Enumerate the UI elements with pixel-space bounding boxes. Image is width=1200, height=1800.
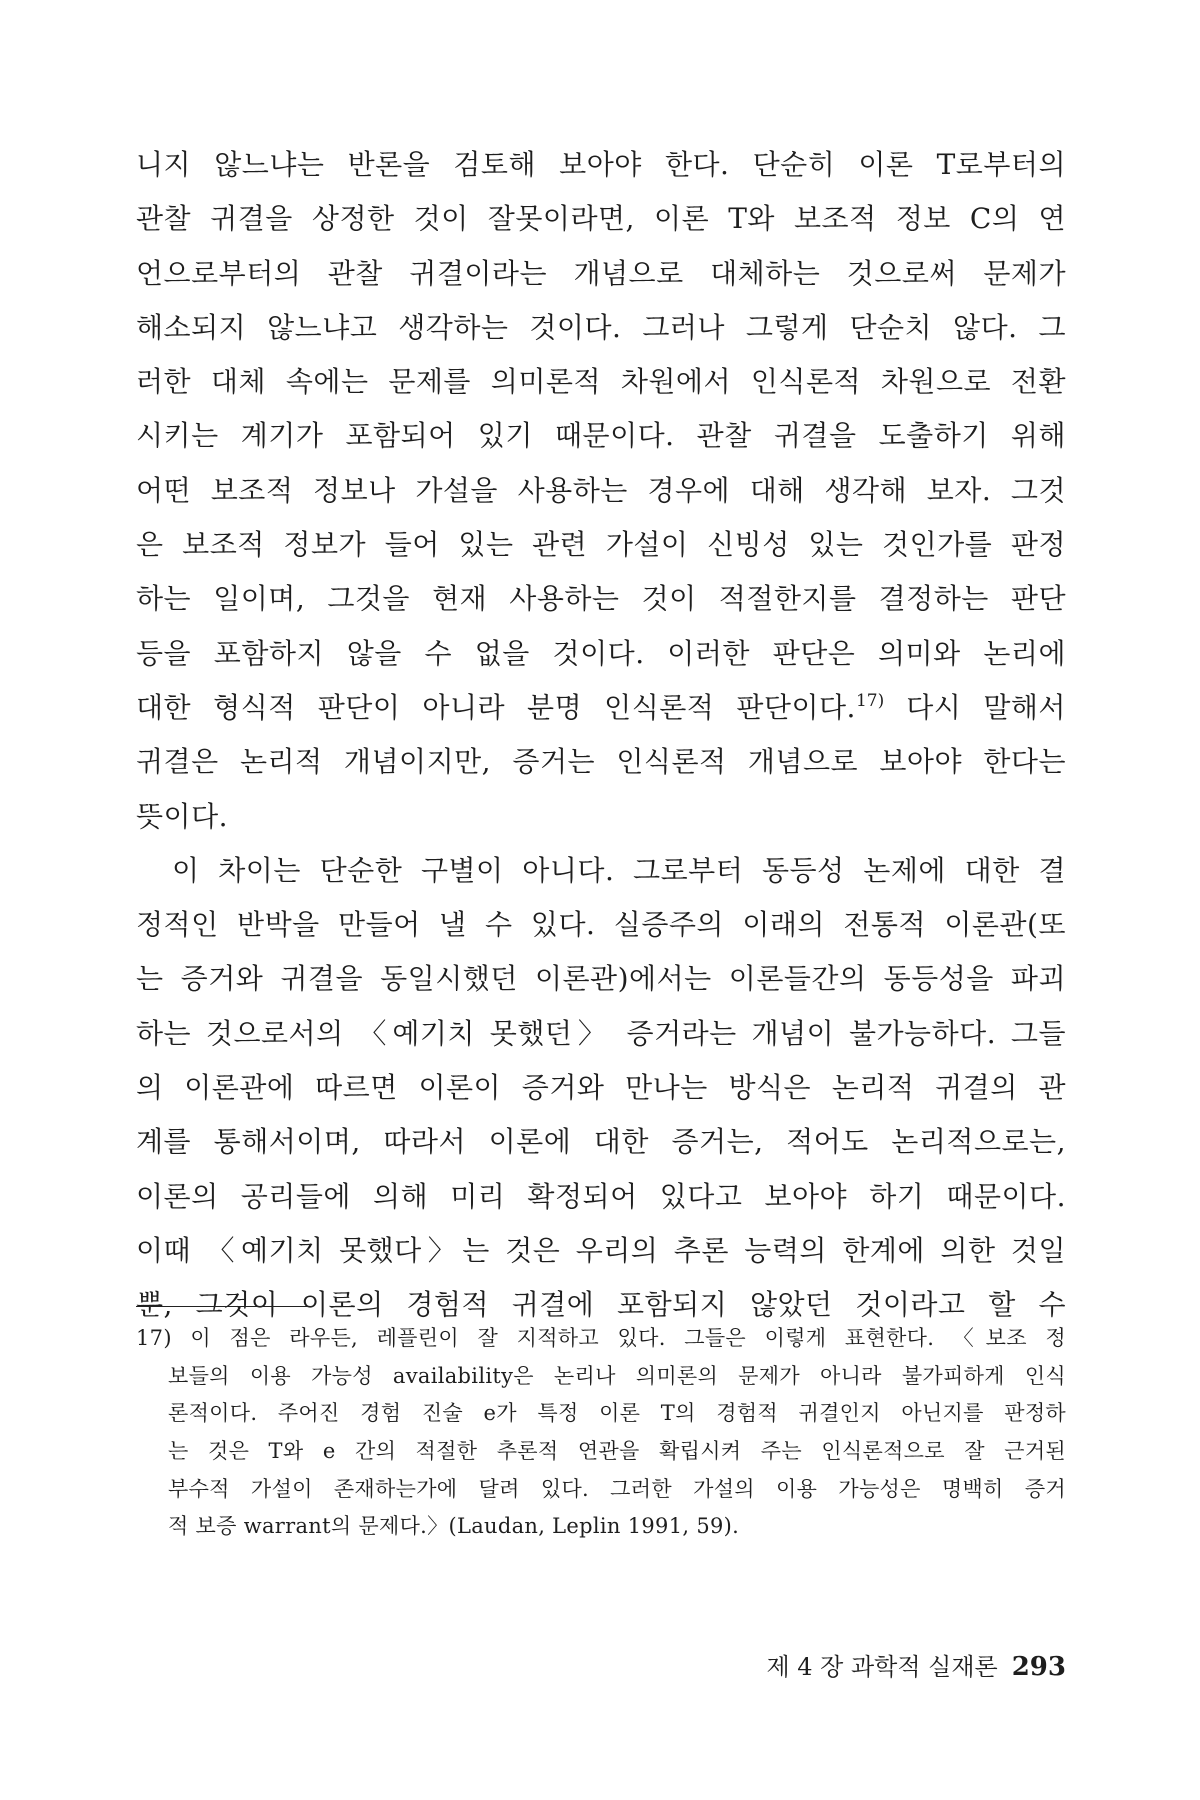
text-line: 러한 대체 속에는 문제를 의미론적 차원에서 인식론적 차원으로 전환: [136, 365, 1066, 399]
footnote-line: 보들의 이용 가능성 availability은 논리나 의미론의 문제가 아니라 불가피하게 인식: [168, 1363, 1066, 1388]
text-line: 계를 통해서이며, 따라서 이론에 대한 증거는, 적어도 논리적으로는,: [136, 1125, 1066, 1159]
page-footer: [766, 1647, 1066, 1682]
footnote-reference[interactable]: 17): [855, 690, 885, 711]
text-line: 는 증거와 귀결을 동일시했던 이론관)에서는 이론들간의 동등성을 파괴: [136, 962, 1066, 996]
text-line: 등을 포함하지 않을 수 없을 것이다. 이러한 판단은 의미와 논리에: [136, 636, 1066, 670]
text-line: 하는 것으로서의 〈예기치 못했던〉 증거라는 개념이 불가능하다. 그들: [136, 1016, 1066, 1050]
text-line: 은 보조적 정보가 들어 있는 관련 가설이 신빙성 있는 것인가를 판정: [136, 528, 1066, 562]
text-segment: 대한 형식적 판단이 아니라 분명 인식론적 판단이다.: [136, 690, 856, 724]
text-line: 귀결은 논리적 개념이지만, 증거는 인식론적 개념으로 보아야 한다는: [136, 745, 1066, 779]
main-text: [136, 138, 1066, 1333]
text-line: 이론의 공리들에 의해 미리 확정되어 있다고 보아야 하기 때문이다.: [136, 1179, 1066, 1213]
text-line: 의 이론관에 따르면 이론이 증거와 만나는 방식은 논리적 귀결의 관: [136, 1071, 1066, 1105]
text-line: 관찰 귀결을 상정한 것이 잘못이라면, 이론 T와 보조적 정보 C의 연: [136, 202, 1066, 236]
footnote-line: 론적이다. 주어진 경험 진술 e가 특정 이론 T의 경험적 귀결인지 아닌지를 판정하: [168, 1401, 1066, 1426]
footnote-divider: [136, 1306, 312, 1307]
text-line: 해소되지 않느냐고 생각하는 것이다. 그러나 그렇게 단순치 않다. 그: [136, 310, 1066, 344]
footnote: [136, 1320, 1066, 1546]
text-line: 니지 않느냐는 반론을 검토해 보아야 한다. 단순히 이론 T로부터의: [136, 148, 1066, 181]
text-segment: 다시 말해서: [906, 690, 1066, 724]
footnote-line: 17) 이 점은 라우든, 레플린이 잘 지적하고 있다. 그들은 이렇게 표현한다. 〈보조 정: [136, 1326, 1066, 1350]
running-header-chapter: 제 4 장 과학적 실재론: [766, 1653, 998, 1681]
page-number: 293: [1011, 1652, 1066, 1682]
footnote-line: 는 것은 T와 e 간의 적절한 추론적 연관을 확립시켜 주는 인식론적으로 잘 근거된: [168, 1439, 1066, 1464]
text-line: 정적인 반박을 만들어 낼 수 있다. 실증주의 이래의 전통적 이론관(또: [136, 908, 1066, 942]
footnote-line: 적 보증 warrant의 문제다.〉(Laudan, Leplin 1991, 59).: [168, 1514, 740, 1539]
text-line: 시키는 계기가 포함되어 있기 때문이다. 관찰 귀결을 도출하기 위해: [136, 419, 1066, 453]
text-line: 뜻이다.: [136, 799, 229, 833]
footnote-line: 부수적 가설이 존재하는가에 달려 있다. 그러한 가설의 이용 가능성은 명백히 증거: [168, 1476, 1066, 1501]
text-line: 이 차이는 단순한 구별이 아니다. 그로부터 동등성 논제에 대한 결: [172, 853, 1066, 887]
text-line: 언으로부터의 관찰 귀결이라는 개념으로 대체하는 것으로써 문제가: [136, 256, 1066, 290]
text-line: 뿐, 그것이 이론의 경험적 귀결에 포함되지 않았던 것이라고 할 수: [136, 1288, 1066, 1322]
text-line: [136, 681, 1066, 735]
text-line: 어떤 보조적 정보나 가설을 사용하는 경우에 대해 생각해 보자. 그것: [136, 473, 1066, 507]
text-line: 이때 〈예기치 못했다〉는 것은 우리의 추론 능력의 한계에 의한 것일: [136, 1233, 1066, 1267]
text-line: 하는 일이며, 그것을 현재 사용하는 것이 적절한지를 결정하는 판단: [136, 582, 1066, 616]
